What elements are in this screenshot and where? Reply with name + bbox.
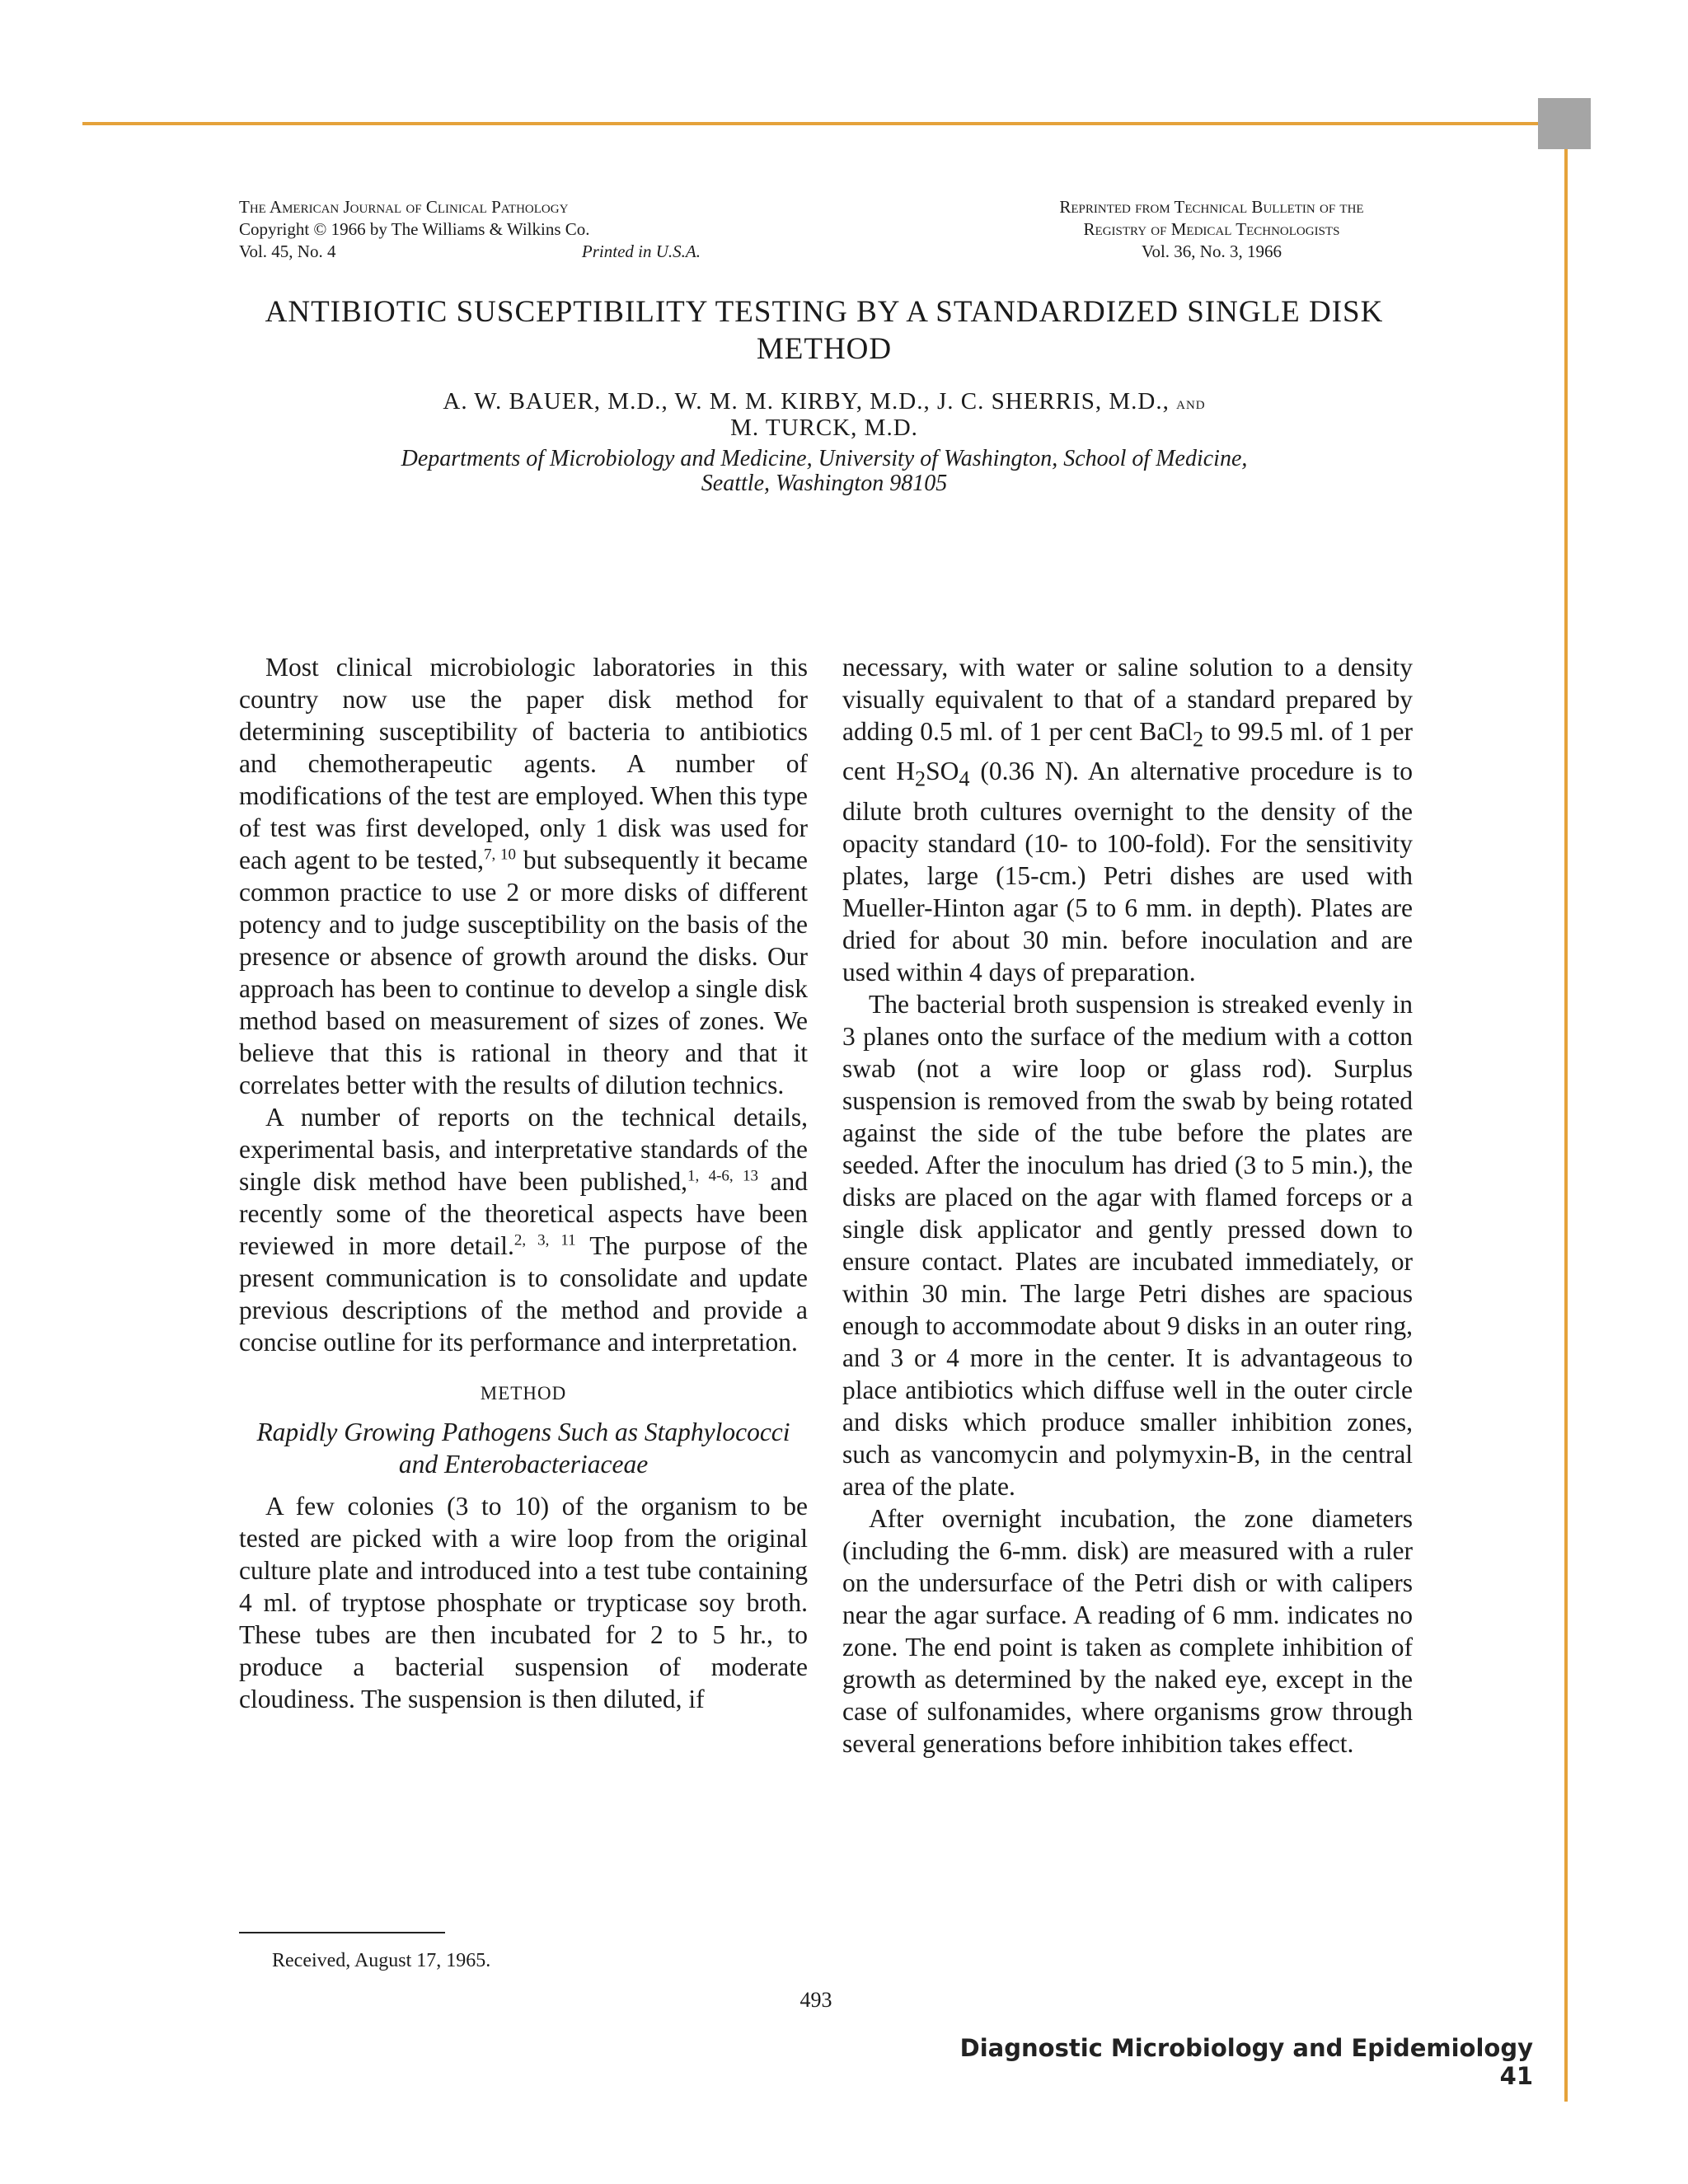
- affiliation-line-2: Seattle, Washington 98105: [701, 471, 948, 496]
- article-title: ANTIBIOTIC SUSCEPTIBILITY TESTING BY A STANDARDIZED SINGLE DISK METHOD: [265, 295, 1384, 366]
- top-orange-rule: [82, 122, 1548, 125]
- paragraph-intro: Most clinical microbiologic laboratories in this country now use the paper disk method for determining susceptibility of bacteria to antibiotics and chemotherapeutic agents. A number of modifications of the test are employed. When this type of test was first developed, only 1 disk was used for each agent to be tested,$^{7, 10}$ but subsequently it became common practice to use 2 or more disks of different potency and to judge susceptibility on the basis of the presence or absence of growth around the disks. Our approach has been to continue to develop a single disk method based on measurement of sizes of zones. We believe that this is rational in theory and that it correlates better with the results of dilution technics.: [239, 653, 808, 1099]
- paragraph-measurement: After overnight incubation, the zone diameters (including the 6-mm. disk) are measured with a ruler on the undersurface of the Petri dish or with calipers near the agar surface. A reading of 6 mm. indicates no zone. The end point is taken as complete inhibition of growth as determined by the naked eye, except in the case of sulfonamides, where organisms grow through several generations before inhibition takes effect.: [842, 1503, 1413, 1758]
- journal-header: [239, 196, 701, 263]
- authors-and: and: [1176, 392, 1206, 413]
- citation-superscript: 1, 4-6, 13: [687, 1167, 759, 1185]
- left-column: [239, 651, 808, 1715]
- printed-in: Printed in U.S.A.: [581, 241, 701, 261]
- authors-line-2: M. TURCK, M.D.: [730, 415, 918, 441]
- authors-line-1: A. W. BAUER, M.D., W. M. M. KIRBY, M.D., J. C. SHERRIS, M.D.,: [443, 388, 1170, 415]
- reprint-volume: Vol. 36, No. 3, 1966: [1142, 241, 1282, 261]
- right-orange-rule: [1564, 124, 1568, 2102]
- citation-superscript: 7, 10: [484, 846, 517, 864]
- affiliation-line-1: Departments of Microbiology and Medicine, University of Washington, School of Medicine,: [401, 446, 1248, 471]
- paragraph-background: A number of reports on the technical details, experimental basis, and interpretative standards of the single disk method have been published,$^{1, 4-6, 13}$ and recently some of the theoretical aspects have been reviewed in more detail.$^{2, 3, 11}$ The purpose of the present communication is to consolidate and update previous descriptions of the method and provide a concise outline for its performance and interpretation.: [239, 1103, 809, 1357]
- page-number: 493: [799, 1988, 832, 2012]
- citation-superscript: 2, 3, 11: [513, 1231, 576, 1249]
- journal-volume: Vol. 45, No. 4: [239, 241, 336, 261]
- author-list: [247, 389, 1401, 441]
- affiliation: [280, 447, 1368, 496]
- journal-name: The American Journal of Clinical Pathology: [239, 197, 569, 217]
- reprint-header: [989, 196, 1434, 263]
- subsection-heading: Rapidly Growing Pathogens Such as Staphylococci and Enterobacteriaceae: [256, 1418, 790, 1479]
- paragraph-method: A few colonies (3 to 10) of the organism to be tested are picked with a wire loop from the original culture plate and introduced into a test tube containing 4 ml. of tryptose phosphate or trypticase soy broth. These tubes are then incubated for 2 to 5 hr., to produce a bacterial suspension of moderate cloudiness. The suspension is then diluted, if: [239, 1492, 808, 1713]
- corner-gray-box: [1538, 98, 1591, 149]
- received-footnote: Received, August 17, 1965.: [272, 1950, 491, 1971]
- section-heading: METHOD: [480, 1383, 567, 1404]
- right-column: [842, 651, 1413, 1760]
- footnote-rule: [239, 1932, 445, 1933]
- reprint-line-2: Registry of Medical Technologists: [1083, 219, 1340, 239]
- copyright-line: Copyright © 1966 by The Williams & Wilkins Co.: [239, 219, 590, 239]
- paragraph-streaking: The bacterial broth suspension is streaked evenly in 3 planes onto the surface of the medium with a cotton swab (not a wire loop or glass rod). Surplus suspension is removed from the swab by being rotated against the side of the tube before the plates are seeded. After the inoculum has dried (3 to 5 min.), the disks are placed on the agar with flamed forceps or a single disk applicator and gently pressed down to ensure contact. Plates are incubated immediately, or within 30 min. The large Petri dishes are spacious enough to accommodate about 9 disks in an outer ring, and 3 or 4 more in the center. It is advantageous to place antibiotics which diffuse well in the outer circle and disks which produce smaller inhibition zones, such as vancomycin and polymyxin-B, in the central area of the plate.: [842, 989, 1413, 1501]
- journal-footer: Diagnostic Microbiology and Epidemiology 41: [959, 2034, 1533, 2090]
- reprint-line-1: Reprinted from Technical Bulletin of the: [1059, 197, 1364, 217]
- paragraph-dilution: necessary, with water or saline solution to a density visually equivalent to that of a standard prepared by adding 0.5 ml. of 1 per cent BaCl$_2$ to 99.5 ml. of 1 per cent $H_2SO_4$ (0.36 N). An alternative procedure is to dilute broth cultures overnight to the density of the opacity standard (10- to 100-fold). For the sensitivity plates, large (15-cm.) Petri dishes are used with Mueller-Hinton agar (5 to 6 mm. in depth). Plates are dried for about 30 min. before inoculation and are used within 4 days of preparation.: [842, 653, 1413, 987]
